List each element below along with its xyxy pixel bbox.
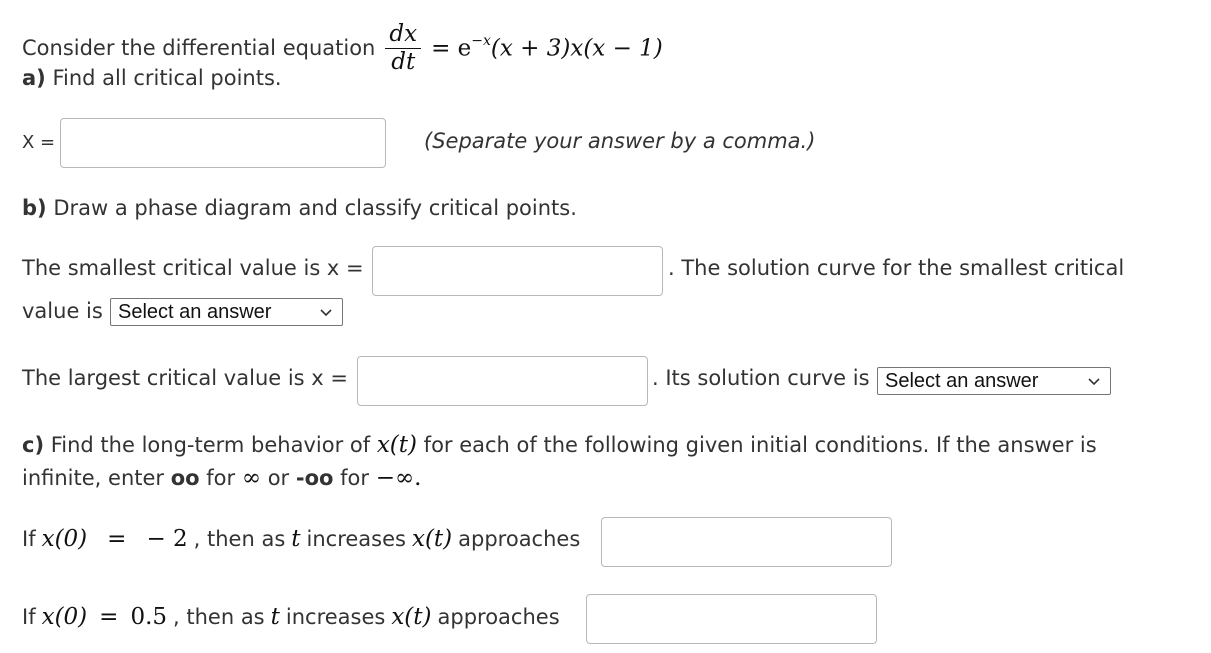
q1-value: − 2 — [146, 526, 188, 552]
neg-infinity-symbol: −∞. — [375, 465, 422, 491]
q1-answer-input[interactable] — [601, 517, 892, 567]
x-label: X = — [22, 132, 56, 153]
part-c-text2: for each of the following given initial conditions. If the answer is — [423, 433, 1097, 457]
part-b-label: b) — [22, 196, 47, 220]
smallest-after-text: . The solution curve for the smallest critical — [668, 256, 1125, 280]
part-c-line2 — [22, 465, 421, 491]
q1-xt: x(t) — [411, 526, 453, 552]
part-c-text1: Find the long-term behavior of — [50, 433, 371, 457]
part-c-line2c: or — [267, 466, 290, 490]
part-b-heading — [22, 196, 577, 220]
neg-oo-token: -oo — [295, 466, 334, 490]
q2-value: 0.5 — [130, 604, 168, 630]
part-a-heading — [22, 66, 282, 90]
question-2-text — [22, 604, 560, 630]
largest-critical-text: The largest critical value is x = — [22, 366, 348, 390]
q1-then: , then as — [193, 527, 286, 551]
q2-x0: x(0) — [41, 604, 88, 630]
part-c-line2d: for — [340, 466, 370, 490]
separate-hint: (Separate your answer by a comma.) — [424, 129, 816, 153]
equation-exponent: −x — [471, 32, 491, 49]
fraction-numerator: dx — [385, 21, 421, 48]
question-1-text — [22, 526, 580, 552]
smallest-line2-text: value is — [22, 299, 103, 323]
q2-xt: x(t) — [391, 604, 432, 630]
smallest-critical-input[interactable] — [372, 246, 663, 296]
part-c-line1 — [22, 432, 1097, 458]
q2-answer-input[interactable] — [586, 594, 877, 644]
largest-after-text: . Its solution curve is — [652, 366, 870, 390]
q2-increases: increases — [285, 605, 386, 629]
q2-if: If — [22, 605, 36, 629]
q1-increases: increases — [306, 527, 406, 551]
largest-classification-select[interactable] — [877, 367, 1111, 395]
equation-rhs — [431, 32, 663, 62]
chevron-down-icon — [1088, 375, 1100, 387]
part-a-label: a) — [22, 66, 46, 90]
smallest-select-value: Select an answer — [118, 300, 272, 323]
q1-x0: x(0) — [41, 526, 88, 552]
part-c-xt: x(t) — [376, 432, 417, 458]
oo-token: oo — [170, 466, 200, 490]
derivative-fraction — [385, 21, 421, 75]
part-b-text: Draw a phase diagram and classify critical points. — [53, 196, 577, 220]
part-c-line2b: for — [206, 466, 236, 490]
fraction-denominator: dt — [391, 48, 416, 75]
largest-critical-input[interactable] — [357, 356, 648, 406]
q1-t: t — [291, 526, 301, 552]
largest-select-value: Select an answer — [885, 369, 1039, 392]
smallest-classification-select[interactable] — [110, 298, 343, 326]
part-a-text: Find all critical points. — [52, 66, 282, 90]
equation-factors: (x + 3)x(x − 1) — [490, 35, 663, 62]
q2-then: , then as — [173, 605, 265, 629]
part-c-line2a: infinite, enter — [22, 466, 165, 490]
equation-exp-base: = e — [431, 35, 472, 62]
q2-t: t — [270, 604, 280, 630]
q1-equals: = — [107, 526, 127, 552]
chevron-down-icon — [320, 306, 332, 318]
q1-if: If — [22, 527, 36, 551]
infinity-symbol: ∞ — [241, 465, 262, 491]
smallest-critical-text: The smallest critical value is x = — [22, 256, 364, 280]
q2-approaches: approaches — [437, 605, 560, 629]
equation — [385, 21, 662, 75]
part-c-label: c) — [22, 433, 45, 457]
intro-text: Consider the differential equation — [22, 36, 376, 60]
critical-points-input[interactable] — [60, 118, 386, 168]
q1-approaches: approaches — [458, 527, 581, 551]
q2-equals: = — [99, 604, 119, 630]
